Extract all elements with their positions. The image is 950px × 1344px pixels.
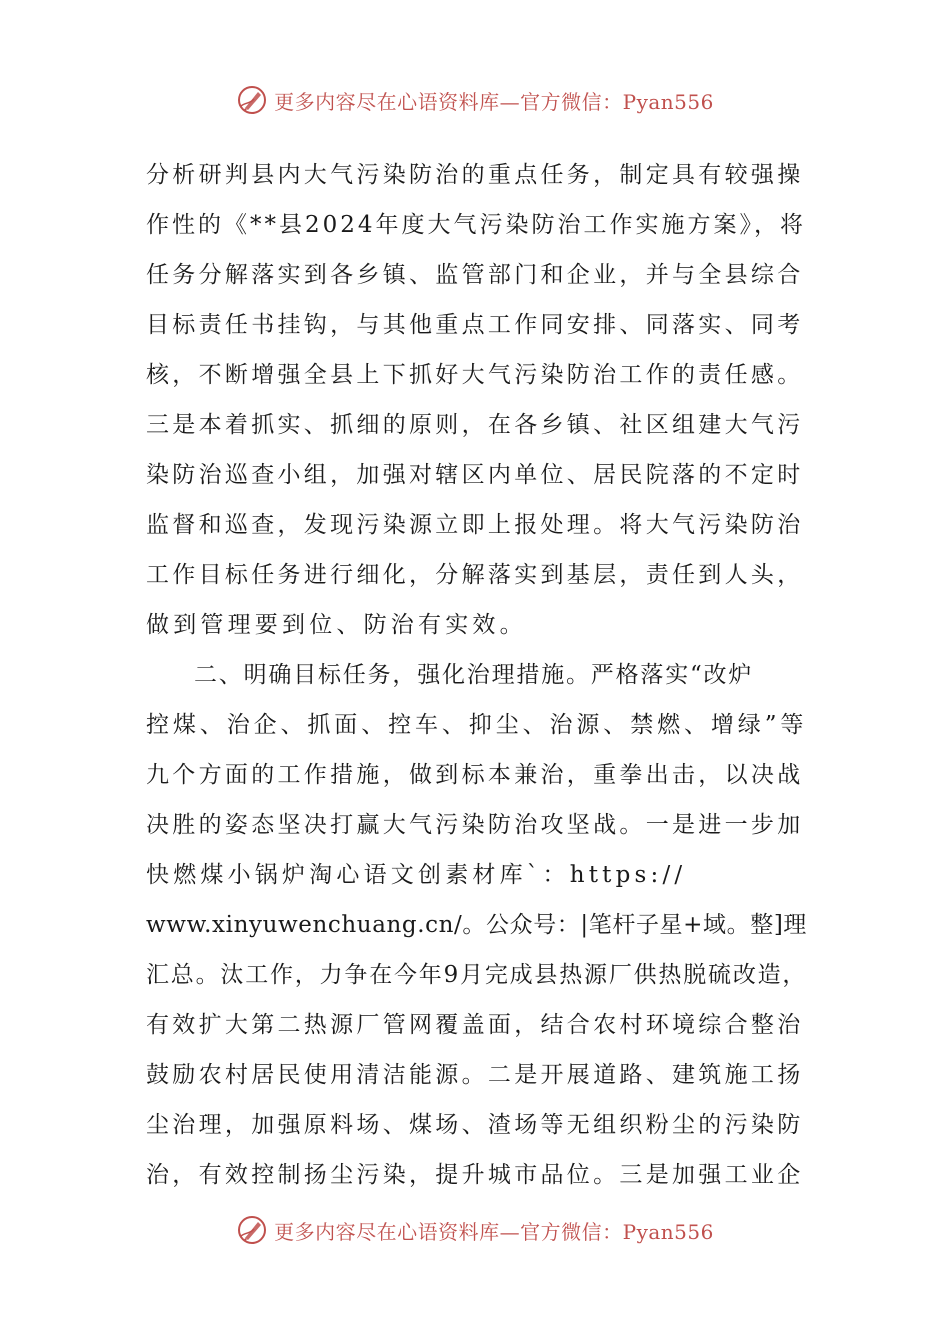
pen-logo-icon xyxy=(236,84,268,116)
text-line: 治，有效控制扬尘污染，提升城市品位。三是加强工业企 xyxy=(146,1162,804,1188)
header-banner-text: 更多内容尽在心语资料库—官方微信：Pyan556 xyxy=(274,89,714,114)
text-line: 快燃煤小锅炉淘心语文创素材库`：https:// xyxy=(146,862,687,888)
text-line: www.xinyuwenchuang.cn/。公众号：|笔杆子星+域。整]理 xyxy=(146,912,808,938)
footer-banner xyxy=(0,1208,950,1252)
text-line: 染防治巡查小组，加强对辖区内单位、居民院落的不定时 xyxy=(146,462,804,488)
text-line: 汇总。汰工作，力争在今年9月完成县热源厂供热脱硫改造， xyxy=(146,962,808,988)
header-banner xyxy=(0,78,950,122)
text-line: 作性的《**县2024年度大气污染防治工作实施方案》，将 xyxy=(146,212,807,238)
document-body xyxy=(146,150,806,1200)
text-line: 监督和巡查，发现污染源立即上报处理。将大气污染防治 xyxy=(146,512,804,538)
footer-banner-text: 更多内容尽在心语资料库—官方微信：Pyan556 xyxy=(274,1219,714,1244)
text-line: 三是本着抓实、抓细的原则，在各乡镇、社区组建大气污 xyxy=(146,412,804,438)
pen-logo-icon xyxy=(236,1214,268,1246)
text-line: 分析研判县内大气污染防治的重点任务，制定具有较强操 xyxy=(146,162,804,188)
text-line: 核，不断增强全县上下抓好大气污染防治工作的责任感。 xyxy=(146,362,804,388)
text-line: 鼓励农村居民使用清洁能源。二是开展道路、建筑施工扬 xyxy=(146,1062,804,1088)
text-line: 控煤、治企、抓面、控车、抑尘、治源、禁燃、增绿”等 xyxy=(146,712,808,738)
text-line: 尘治理，加强原料场、煤场、渣场等无组织粉尘的污染防 xyxy=(146,1112,804,1138)
text-line: 有效扩大第二热源厂管网覆盖面，结合农村环境综合整治 xyxy=(146,1012,804,1038)
text-line: 工作目标任务进行细化，分解落实到基层，责任到人头， xyxy=(146,562,804,588)
text-line: 决胜的姿态坚决打赢大气污染防治攻坚战。一是进一步加 xyxy=(146,812,804,838)
text-line: 九个方面的工作措施，做到标本兼治，重拳出击，以决战 xyxy=(146,762,804,788)
text-line: 任务分解落实到各乡镇、监管部门和企业，并与全县综合 xyxy=(146,262,804,288)
text-line: 目标责任书挂钩，与其他重点工作同安排、同落实、同考 xyxy=(146,312,804,338)
text-line: 做到管理要到位、防治有实效。 xyxy=(146,612,527,638)
paragraph-heading-line: 二、明确目标任务，强化治理措施。严格落实“改炉 xyxy=(194,662,754,688)
